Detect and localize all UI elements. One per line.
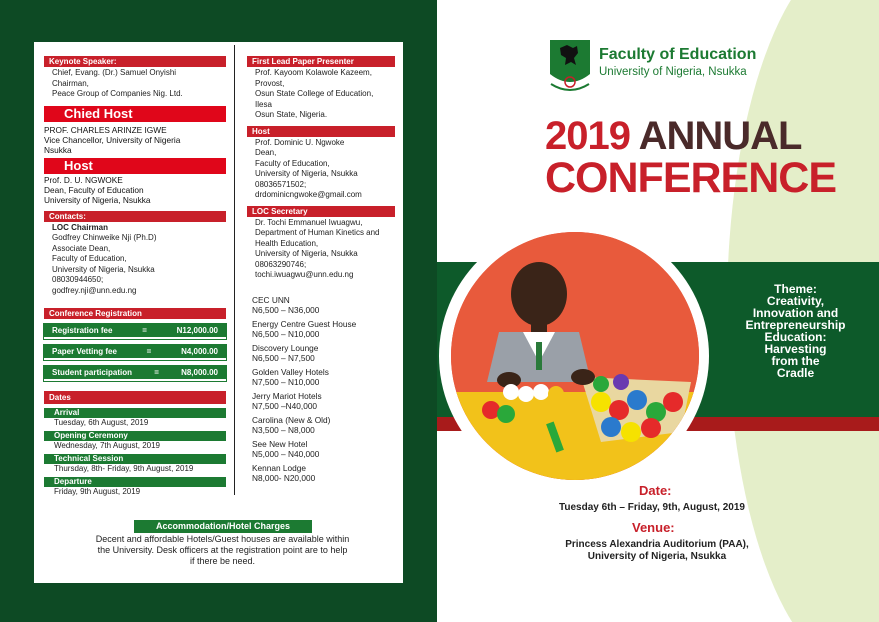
keynote-line: Chairman, xyxy=(52,78,89,88)
loc-secretary-line: University of Nigeria, Nsukka xyxy=(255,249,358,258)
host2-line: Prof. Dominic U. Ngwoke xyxy=(255,137,345,147)
chief-host-line: Vice Chancellor, University of Nigeria xyxy=(44,134,181,145)
first-lead-section xyxy=(247,56,395,121)
theme-line: Theme: xyxy=(774,282,817,296)
child-photo xyxy=(451,232,699,480)
hotel-price: N6,500 – N36,000 xyxy=(252,305,320,315)
hotel-name: Jerry Mariot Hotels xyxy=(252,391,322,401)
hotel-item xyxy=(252,319,392,339)
university-name: University of Nigeria, Nsukka xyxy=(599,66,747,78)
chief-host-line: PROF. CHARLES ARINZE IGWE xyxy=(44,124,167,135)
conference-title-line2: CONFERENCE xyxy=(545,154,837,202)
brochure-front-panel xyxy=(437,0,879,622)
host2-email: drdominicngwoke@gmail.com xyxy=(255,190,362,199)
conference-annual: ANNUAL xyxy=(638,114,802,158)
fee-amount: N8,000.00 xyxy=(181,368,218,377)
hotel-list xyxy=(252,295,392,487)
accommodation-heading: Accommodation/Hotel Charges xyxy=(134,520,312,533)
hotel-item xyxy=(252,367,392,387)
host-line: Dean, Faculty of Education xyxy=(44,184,144,195)
hotel-price: N8,000- N20,000 xyxy=(252,473,316,483)
right-column xyxy=(247,56,395,281)
contact-phone: 08030944650; xyxy=(52,275,104,284)
hotel-item xyxy=(252,439,392,459)
host-line: Prof. D. U. NGWOKE xyxy=(44,174,123,185)
theme-line: Innovation and xyxy=(752,306,839,320)
venue-line: University of Nigeria, Nsukka xyxy=(587,551,727,562)
accommodation-text: Decent and affordable Hotels/Guest houses are available within the University. Desk officers at the registration point are to help if there be need. xyxy=(95,534,350,566)
hotel-item xyxy=(252,415,392,435)
date-value: Friday, 9th August, 2019 xyxy=(54,487,141,496)
date-value: Wednesday, 7th August, 2019 xyxy=(54,441,161,450)
hotel-name: Golden Valley Hotels xyxy=(252,367,329,377)
theme-line: Education: xyxy=(764,330,827,344)
hotel-item xyxy=(252,295,392,315)
host-line: University of Nigeria, Nsukka xyxy=(44,194,151,205)
fee-amount: N12,000.00 xyxy=(176,326,218,335)
venue-line: Princess Alexandria Auditorium (PAA), xyxy=(565,539,749,550)
theme-line: Harvesting xyxy=(764,342,827,356)
venue-heading: Venue: xyxy=(632,520,675,535)
hotel-price: N7,500 – N10,000 xyxy=(252,377,320,387)
host2-heading: Host xyxy=(247,126,395,137)
contact-line: Faculty of Education, xyxy=(52,254,127,263)
contact-email: godfrey.nji@unn.edu.ng xyxy=(52,285,137,295)
hotel-name: Energy Centre Guest House xyxy=(252,319,357,329)
theme-line: Cradle xyxy=(776,366,815,380)
venue-value xyxy=(547,539,767,563)
theme-text xyxy=(723,283,868,379)
hotel-price: N5,000 – N40,000 xyxy=(252,449,320,459)
hotel-name: Discovery Lounge xyxy=(252,343,319,353)
host2-line: Dean, xyxy=(255,148,277,157)
first-lead-line: Osun State, Nigeria. xyxy=(255,110,328,119)
fee-amount: N4,000.00 xyxy=(181,347,218,356)
conference-year: 2019 xyxy=(545,114,630,158)
fee-row xyxy=(44,366,226,381)
theme-line: Creativity, xyxy=(766,294,825,308)
loc-secretary-heading: LOC Secretary xyxy=(247,206,395,217)
hotel-name: See New Hotel xyxy=(252,439,308,449)
loc-secretary-section xyxy=(247,206,395,281)
date-label: Opening Ceremony xyxy=(44,431,226,441)
fee-eq: = xyxy=(154,368,159,377)
hotel-name: Carolina (New & Old) xyxy=(252,415,331,425)
keynote-line: Peace Group of Companies Nig. Ltd. xyxy=(52,89,183,98)
dates-section xyxy=(44,391,226,497)
hotel-price: N6,500 – N10,000 xyxy=(252,329,320,339)
contact-line: Godfrey Chinweike Nji (Ph.D) xyxy=(52,233,157,242)
hotel-name: CEC UNN xyxy=(252,295,290,305)
hotel-name: Kennan Lodge xyxy=(252,463,306,473)
column-divider xyxy=(234,45,235,495)
first-lead-line: Osun State College of Education, xyxy=(255,89,374,98)
hotel-price: N3,500 – N8,000 xyxy=(252,425,315,435)
registration-heading: Conference Registration xyxy=(44,308,226,319)
fee-row xyxy=(44,324,226,339)
date-label: Technical Session xyxy=(44,454,226,464)
host2-phone: 08036571502; xyxy=(255,179,307,189)
chief-host-line: Nsukka xyxy=(44,144,72,155)
hotel-item xyxy=(252,343,392,363)
contacts-heading: Contacts: xyxy=(44,211,226,222)
hotel-item xyxy=(252,391,392,411)
host2-line: University of Nigeria, Nsukka xyxy=(255,169,358,178)
chief-host-heading: Chied Host xyxy=(44,106,226,122)
contacts-section xyxy=(44,211,226,297)
registration-section xyxy=(44,308,226,381)
host2-section xyxy=(247,126,395,201)
fee-label: Paper Vetting fee xyxy=(52,347,117,356)
loc-secretary-email: tochi.iwuagwu@unn.edu.ng xyxy=(255,270,354,279)
date-value: Tuesday, 6th August, 2019 xyxy=(54,418,149,427)
dates-heading: Dates xyxy=(44,391,226,404)
left-column xyxy=(44,56,226,497)
host2-line: Faculty of Education, xyxy=(255,158,330,168)
conference-title-line1 xyxy=(545,114,802,159)
fee-eq: = xyxy=(146,347,152,356)
fee-label: Registration fee xyxy=(52,326,113,335)
first-lead-line: Prof. Kayoom Kolawole Kazeem, xyxy=(255,68,372,77)
keynote-heading: Keynote Speaker: xyxy=(44,56,226,67)
date-value: Tuesday 6th – Friday, 9th, August, 2019 xyxy=(559,502,745,513)
hotel-price: N6,500 – N7,500 xyxy=(252,353,315,363)
faculty-name: Faculty of Education xyxy=(599,46,757,63)
loc-secretary-line: Dr. Tochi Emmanuel Iwuagwu, xyxy=(255,217,363,227)
first-lead-line: Provost, xyxy=(255,78,285,88)
fee-eq: = xyxy=(142,326,147,335)
host-heading: Host xyxy=(44,158,226,174)
keynote-section xyxy=(44,56,226,100)
loc-secretary-line: Health Education, xyxy=(255,238,319,248)
child-playing-illustration xyxy=(451,232,699,480)
date-heading: Date: xyxy=(639,483,672,498)
keynote-line: Chief, Evang. (Dr.) Samuel Onyishi xyxy=(52,68,177,77)
date-value: Thursday, 8th- Friday, 9th August, 2019 xyxy=(54,464,194,473)
theme-line: Entrepreneurship xyxy=(745,318,846,332)
first-lead-heading: First Lead Paper Presenter xyxy=(247,56,395,67)
date-label: Arrival xyxy=(44,408,226,418)
loc-secretary-phone: 08063290746; xyxy=(255,259,307,269)
loc-secretary-line: Department of Human Kinetics and xyxy=(255,228,380,237)
fee-row xyxy=(44,345,226,360)
contact-line: University of Nigeria, Nsukka xyxy=(52,264,155,274)
host-section xyxy=(44,158,226,205)
unn-crest-icon xyxy=(547,38,593,92)
theme-line: from the xyxy=(771,354,820,368)
date-label: Departure xyxy=(44,477,226,487)
first-lead-line: Ilesa xyxy=(255,99,272,109)
contact-line: Associate Dean, xyxy=(52,243,111,253)
fee-label: Student participation xyxy=(52,368,132,377)
hotel-item xyxy=(252,463,392,483)
chief-host-section xyxy=(44,106,226,155)
hotel-price: N7,500 –N40,000 xyxy=(252,401,318,411)
loc-chairman-label: LOC Chairman xyxy=(52,222,109,232)
